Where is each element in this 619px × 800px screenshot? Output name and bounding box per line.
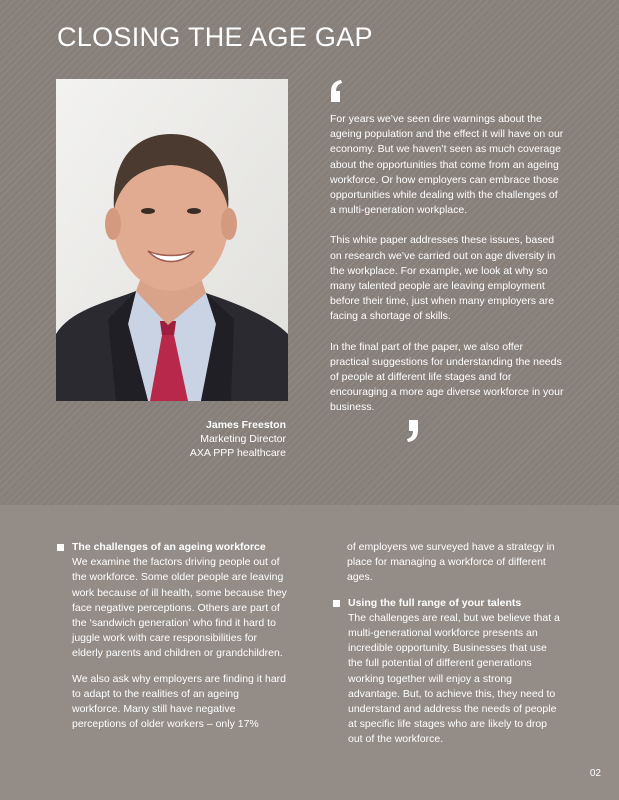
caption-name: James Freeston xyxy=(206,419,286,431)
bullet-icon xyxy=(57,544,64,551)
section-heading xyxy=(57,540,287,555)
heading-text: The challenges of an ageing workforce xyxy=(72,541,266,553)
close-quote-icon xyxy=(405,420,419,442)
portrait-photo xyxy=(56,79,288,401)
right-column xyxy=(333,540,563,758)
caption-company: AXA PPP healthcare xyxy=(189,447,286,459)
photo-caption xyxy=(190,418,286,460)
left-column xyxy=(57,540,287,742)
quote-paragraph: This white paper addresses these issues, based on research we’ve carried out on age diversity in the workplace. For example, we look at why so many talented people are leaving employment before their time, just when many employers are facing a shortage of skills. xyxy=(330,234,556,323)
open-quote-icon xyxy=(330,80,344,102)
caption-role: Marketing Director xyxy=(200,433,286,445)
body-paragraph: The challenges are real, but we believe that a multi-generational workforce presents an incredible opportunity. Businesses that use the full potential of different generations working together will enjoy a strong advantage. But, to achieve this, they need to understand and address the needs of people at specific life stages who are likely to drop out of the workforce. xyxy=(348,611,560,746)
quote-paragraph: In the final part of the paper, we also offer practical suggestions for understanding the needs of people at different life stages and for encouraging a more age diverse workforce in your business. xyxy=(330,340,564,414)
body-paragraph: We examine the factors driving people out of the workforce. Some older people are leaving work because of ill health, some because they face negative perceptions. Others are part of the ‘sandwich generation’ who find it hard to juggle work with care responsibilities for elderly parents and children or grandchildren. xyxy=(72,556,287,660)
page-number: 02 xyxy=(589,768,601,779)
heading-text: Using the full range of your talents xyxy=(348,596,522,609)
quote-paragraph: For years we’ve seen dire warnings about the ageing population and the effect it will have on our economy. But we haven’t seen as much coverage about the opportunities that come from an ageing workforce. Or how employers can embrace those opportunities while dealing with the challenges of a multi-generation workplace. xyxy=(330,113,564,217)
section-heading xyxy=(333,596,563,611)
body-paragraph: of employers we surveyed have a strategy in place for managing a workforce of different ages. xyxy=(347,541,555,584)
intro-quote xyxy=(330,112,565,431)
bullet-icon xyxy=(333,600,340,607)
body-paragraph: We also ask why employers are finding it hard to adapt to the realities of an ageing workforce. Many still have negative perceptions of older workers – only 17% xyxy=(72,672,286,731)
page-title: CLOSING THE AGE GAP xyxy=(57,22,373,52)
